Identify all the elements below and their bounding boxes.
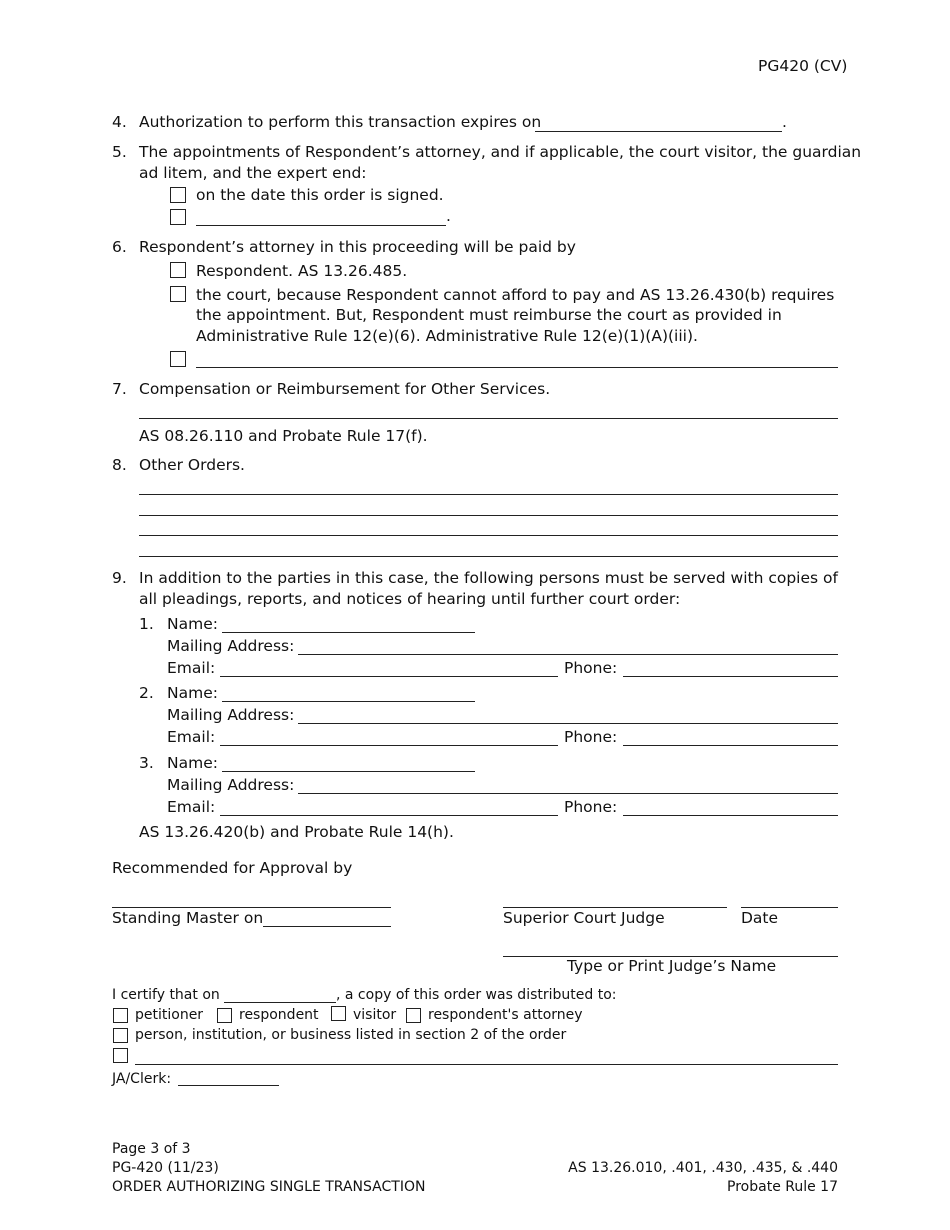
distributed-petitioner-label: petitioner <box>135 1007 204 1023</box>
recommended-for-approval-label: Recommended for Approval by <box>112 859 353 877</box>
form-code: PG420 (CV) <box>758 57 848 75</box>
person-1-email-field[interactable] <box>220 658 558 677</box>
item-4-period: . <box>782 113 787 131</box>
appointment-end-other-field[interactable] <box>196 207 446 226</box>
standing-master-date-field[interactable] <box>263 908 391 927</box>
probate-rule-citation: Probate Rule 17 <box>727 1179 838 1195</box>
distributed-respondents-attorney-label: respondent's attorney <box>428 1007 583 1023</box>
person-3-phone-label: Phone: <box>564 798 618 816</box>
paid-by-respondent-checkbox[interactable] <box>170 262 186 278</box>
item-7-text: Compensation or Reimbursement for Other Services. <box>139 380 551 398</box>
date-label: Date <box>741 909 779 927</box>
person-2-phone-label: Phone: <box>564 728 618 746</box>
person-3-name-field[interactable] <box>222 753 475 772</box>
distributed-visitor-checkbox[interactable] <box>331 1006 346 1021</box>
judge-printed-name-line[interactable] <box>503 938 838 957</box>
person-1-address-field[interactable] <box>298 636 838 655</box>
person-3-number: 3. <box>139 754 154 772</box>
item-5-number: 5. <box>112 143 127 161</box>
distributed-respondent-label: respondent <box>239 1007 319 1023</box>
person-3-phone-field[interactable] <box>623 797 838 816</box>
distributed-respondent-checkbox[interactable] <box>217 1008 232 1023</box>
certify-lead-text: I certify that on <box>112 987 220 1003</box>
clerk-label: JA/Clerk: <box>112 1071 172 1087</box>
person-3-email-field[interactable] <box>220 797 558 816</box>
person-2-email-label: Email: <box>167 728 216 746</box>
distributed-person-listed-checkbox[interactable] <box>113 1028 128 1043</box>
item-6-number: 6. <box>112 238 127 256</box>
person-2-phone-field[interactable] <box>623 727 838 746</box>
form-title: ORDER AUTHORIZING SINGLE TRANSACTION <box>112 1179 426 1195</box>
standing-master-signature-line[interactable] <box>112 889 391 908</box>
paid-by-court-checkbox[interactable] <box>170 286 186 302</box>
person-1-name-label: Name: <box>167 615 218 633</box>
appointment-end-on-signing-checkbox[interactable] <box>170 187 186 203</box>
distributed-respondents-attorney-checkbox[interactable] <box>406 1008 421 1023</box>
appointment-end-other-period: . <box>446 207 451 225</box>
person-2-name-field[interactable] <box>222 683 475 702</box>
distribution-date-field[interactable] <box>224 986 336 1003</box>
certify-trail-text: , a copy of this order was distributed to: <box>336 987 617 1003</box>
distributed-person-listed-label: person, institution, or business listed in section 2 of the order <box>135 1027 567 1043</box>
page-number: Page 3 of 3 <box>112 1141 191 1157</box>
judge-signature-line[interactable] <box>503 889 727 908</box>
item-4-text: Authorization to perform this transaction expires on <box>139 113 542 131</box>
person-1-name-field[interactable] <box>222 614 475 633</box>
standing-master-label: Standing Master on <box>112 909 264 927</box>
superior-court-judge-label: Superior Court Judge <box>503 909 665 927</box>
clerk-initials-field[interactable] <box>178 1069 279 1086</box>
appointment-end-on-signing-label: on the date this order is signed. <box>196 186 444 204</box>
other-orders-line-3[interactable] <box>139 517 838 536</box>
paid-by-respondent-label: Respondent. AS 13.26.485. <box>196 262 408 280</box>
other-orders-line-2[interactable] <box>139 497 838 516</box>
distributed-petitioner-checkbox[interactable] <box>113 1008 128 1023</box>
form-number: PG-420 (11/23) <box>112 1160 219 1176</box>
person-3-name-label: Name: <box>167 754 218 772</box>
appointment-end-other-checkbox[interactable] <box>170 209 186 225</box>
person-1-email-label: Email: <box>167 659 216 677</box>
person-2-name-label: Name: <box>167 684 218 702</box>
item-9-number: 9. <box>112 569 127 587</box>
other-orders-line-4[interactable] <box>139 538 838 557</box>
item-9-citation: AS 13.26.420(b) and Probate Rule 14(h). <box>139 823 454 841</box>
item-7-number: 7. <box>112 380 127 398</box>
paid-by-other-field[interactable] <box>196 349 838 368</box>
item-6-text: Respondent’s attorney in this proceeding will be paid by <box>139 238 576 256</box>
person-2-address-label: Mailing Address: <box>167 706 295 724</box>
person-3-address-label: Mailing Address: <box>167 776 295 794</box>
distributed-other-field[interactable] <box>135 1046 838 1065</box>
person-3-email-label: Email: <box>167 798 216 816</box>
person-2-number: 2. <box>139 684 154 702</box>
paid-by-court-line-1: the court, because Respondent cannot afford to pay and AS 13.26.430(b) requires <box>196 286 835 304</box>
item-4-number: 4. <box>112 113 127 131</box>
paid-by-court-line-2: the appointment. But, Respondent must reimburse the court as provided in <box>196 306 782 324</box>
distributed-visitor-label: visitor <box>353 1007 397 1023</box>
person-1-phone-field[interactable] <box>623 658 838 677</box>
person-3-address-field[interactable] <box>298 775 838 794</box>
item-8-number: 8. <box>112 456 127 474</box>
statute-citations: AS 13.26.010, .401, .430, .435, & .440 <box>568 1160 838 1176</box>
person-1-address-label: Mailing Address: <box>167 637 295 655</box>
person-1-number: 1. <box>139 615 154 633</box>
item-8-text: Other Orders. <box>139 456 245 474</box>
judge-date-line[interactable] <box>741 889 838 908</box>
paid-by-other-checkbox[interactable] <box>170 351 186 367</box>
person-1-phone-label: Phone: <box>564 659 618 677</box>
print-judge-name-label: Type or Print Judge’s Name <box>567 957 777 975</box>
distributed-other-checkbox[interactable] <box>113 1048 128 1063</box>
person-2-address-field[interactable] <box>298 705 838 724</box>
expiration-date-field[interactable] <box>535 113 782 132</box>
item-7-citation: AS 08.26.110 and Probate Rule 17(f). <box>139 427 428 445</box>
item-9-line-1: In addition to the parties in this case, the following persons must be served with copies of <box>139 569 838 587</box>
item-5-line-2: ad litem, and the expert end: <box>139 164 367 182</box>
other-orders-line-1[interactable] <box>139 476 838 495</box>
compensation-details-field[interactable] <box>139 400 838 419</box>
item-5-line-1: The appointments of Respondent’s attorney, and if applicable, the court visitor, the guardian <box>139 143 862 161</box>
person-2-email-field[interactable] <box>220 727 558 746</box>
paid-by-court-line-3: Administrative Rule 12(e)(6). Administrative Rule 12(e)(1)(A)(iii). <box>196 327 698 345</box>
item-9-line-2: all pleadings, reports, and notices of hearing until further court order: <box>139 590 681 608</box>
